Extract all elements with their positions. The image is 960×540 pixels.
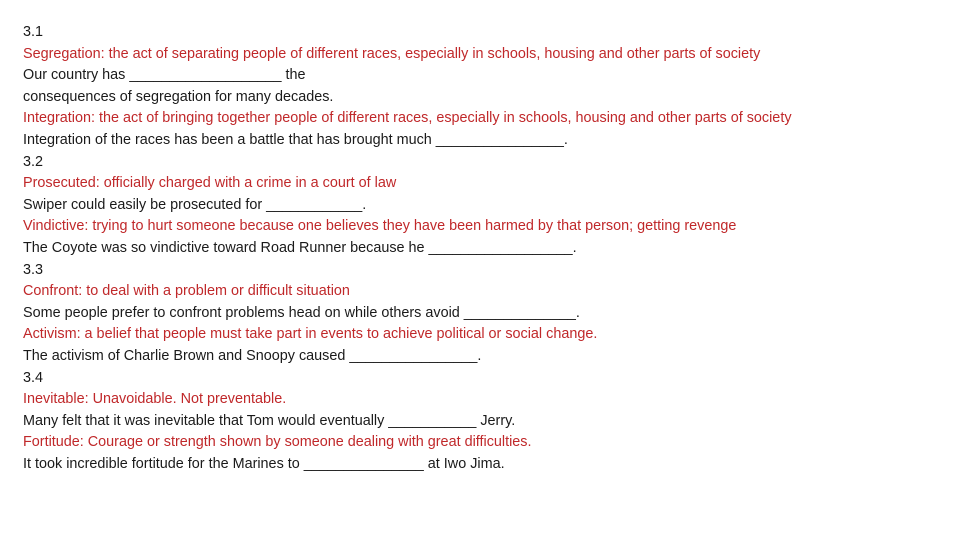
definition-confront: Confront: to deal with a problem or difficult situation <box>23 283 350 300</box>
definition-segregation: Segregation: the act of separating people of different races, especially in schools, housing and other parts of society <box>23 45 761 62</box>
definition-activism: Activism: a belief that people must take part in events to achieve political or social change. <box>23 326 598 343</box>
definition-vindictive: Vindictive: trying to hurt someone because one believes they have been harmed by that person; getting revenge <box>23 218 737 235</box>
fill-in-sentence: The Coyote was so vindictive toward Road Runner because he __________________. <box>23 239 577 256</box>
definition-prosecuted: Prosecuted: officially charged with a crime in a court of law <box>23 175 397 192</box>
fill-in-sentence: Our country has ___________________ the <box>23 67 306 84</box>
section-number: 3.2 <box>23 153 44 170</box>
fill-in-sentence: It took incredible fortitude for the Marines to _______________ at Iwo Jima. <box>23 455 505 472</box>
definition-integration: Integration: the act of bringing together people of different races, especially in schools, housing and other parts of society <box>23 110 792 127</box>
fill-in-sentence-continued: consequences of segregation for many decades. <box>23 88 334 105</box>
worksheet-page <box>23 22 943 475</box>
fill-in-sentence: Swiper could easily be prosecuted for ____________. <box>23 196 367 213</box>
section-number: 3.1 <box>23 24 44 40</box>
fill-in-sentence: Integration of the races has been a battle that has brought much ________________. <box>23 131 568 148</box>
definition-fortitude: Fortitude: Courage or strength shown by someone dealing with great difficulties. <box>23 434 532 451</box>
fill-in-sentence: Some people prefer to confront problems head on while others avoid ______________. <box>23 304 580 321</box>
definition-inevitable: Inevitable: Unavoidable. Not preventable. <box>23 391 287 408</box>
section-number: 3.3 <box>23 261 44 278</box>
fill-in-sentence: Many felt that it was inevitable that Tom would eventually ___________ Jerry. <box>23 412 516 429</box>
section-number: 3.4 <box>23 369 44 386</box>
fill-in-sentence: The activism of Charlie Brown and Snoopy caused ________________. <box>23 347 482 364</box>
